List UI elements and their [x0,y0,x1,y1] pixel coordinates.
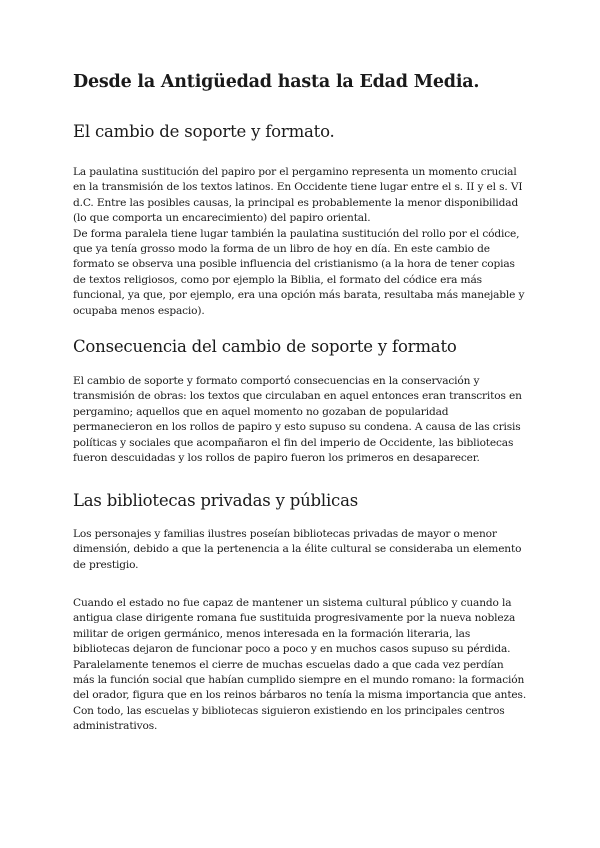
paragraph: De forma paralela tiene lugar también la paulatina sustitución del rollo por el códice, que ya tenía grosso modo la forma de un libro de hoy en día. En este cambio de formato se observa una posible influencia del cristianismo (a la hora de tener copias de textos religiosos, como por ejemplo la Biblia, el formato del códice era más funcional, ya que, por ejemplo, era una opción más barata, resultaba más manejable y ocupaba menos espacio). [73,227,525,317]
document-title: Desde la Antigüedad hasta la Edad Media. [73,72,480,92]
section-heading-bibliotecas: Las bibliotecas privadas y públicas [73,491,358,510]
section-body-bibliotecas [73,527,528,573]
paragraph: Cuando el estado no fue capaz de mantener un sistema cultural público y cuando la antigua clase dirigente romana fue sustituida progresivamente por la nueva nobleza militar de origen germánico, menos interesada en la formación literaria, las bibliotecas dejaron de funcionar poco a poco y en muchos casos supuso su pérdida. Paralelamente tenemos el cierre de muchas escuelas dado a que cada vez perdían más la función social que habían cumplido siempre en el mundo romano: la formación del orador, figura que en los reinos bárbaros no tenía la misma importancia que antes. Con todo, las escuelas y bibliotecas siguieron existiendo en los principales centros administrativos. [73,597,527,733]
section-body-cambio-soporte [73,165,528,319]
paragraph: Los personajes y familias ilustres poseían bibliotecas privadas de mayor o menor dimensión, debido a que la pertenencia a la élite cultural se consideraba un elemento de prestigio. [73,528,522,571]
section-heading-cambio-soporte: El cambio de soporte y formato. [73,122,335,141]
paragraph: La paulatina sustitución del papiro por el pergamino representa un momento crucial en la transmisión de los textos latinos. En Occidente tiene lugar entre el s. II y el s. VI d.C. Entre las posibles causas, la principal es probablemente la menor disponibilidad (lo que comporta un encarecimiento) del papiro oriental. [73,166,523,225]
section-body-bibliotecas-2 [73,596,528,735]
paragraph: El cambio de soporte y formato comportó consecuencias en la conservación y transmisión de obras: los textos que circulaban en aquel entonces eran transcritos en pergamino; aquellos que en aquel momento no gozaban de popularidad permanecieron en los rollos de papiro y esto supuso su condena. A causa de las crisis políticas y sociales que acompañaron el fin del imperio de Occidente, las bibliotecas fueron descuidadas y los rollos de papiro fueron los primeros en desaparecer. [73,375,522,465]
section-heading-consecuencia: Consecuencia del cambio de soporte y formato [73,337,457,356]
section-body-consecuencia [73,374,528,466]
